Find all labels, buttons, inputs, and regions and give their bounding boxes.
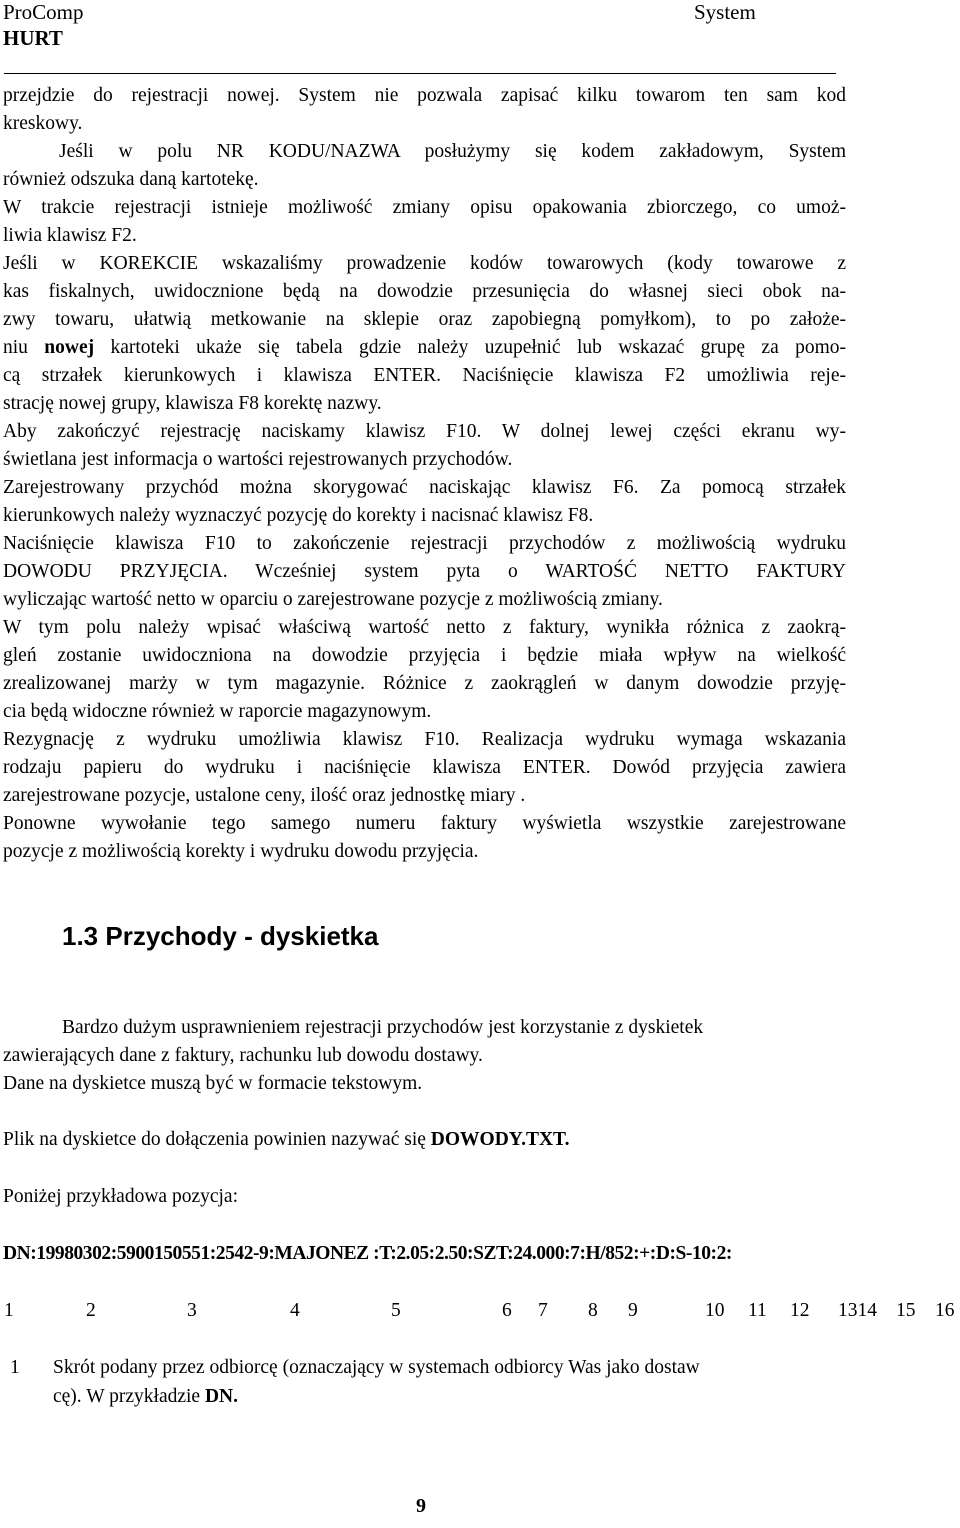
body-line: Ponowne wywołanie tego samego numeru faktury wyświetla wszystkie zarejestrowane — [3, 813, 846, 834]
field-number: 10 — [705, 1300, 725, 1321]
body-line: kas fiskalnych, uwidocznione będą na dowodzie przesunięcia do własnej sieci obok na- — [3, 281, 846, 302]
example-code: DN. — [204, 1386, 239, 1407]
header-rule — [4, 73, 836, 74]
section-line: Poniżej przykładowa pozycja: — [3, 1186, 238, 1207]
body-line: wyliczając wartość netto w oparciu o zarejestrowane pozycje z możliwością zmiany. — [3, 589, 663, 610]
body-line: zarejestrowane pozycje, ustalone ceny, ilość oraz jednostkę miary . — [3, 785, 526, 806]
body-line: Jeśli w KOREKCIE wskazaliśmy prowadzenie kodów towarowych (kody towarowe z — [3, 253, 846, 274]
header-division: HURT — [3, 26, 63, 50]
body-text: niu — [3, 337, 45, 358]
body-line: przejdzie do rejestracji nowej. System nie pozwala zapisać kilku towarom ten sam kod — [3, 85, 846, 106]
body-line: cą strzałek kierunkowych i klawisza ENTER. Naciśnięcie klawisza F2 umożliwia reje- — [3, 365, 846, 386]
body-text: cę). W przykładzie — [53, 1386, 205, 1407]
bold-word-nowej: nowej — [44, 337, 95, 358]
body-line: gleń zostanie uwidoczniona na dowodzie przyjęcia i będzie miała wpływ na wielkość — [3, 645, 846, 666]
field-number: 2 — [86, 1300, 96, 1321]
body-line: DOWODU PRZYJĘCIA. Wcześniej system pyta o WARTOŚĆ NETTO FAKTURY — [3, 561, 846, 582]
field-number: 12 — [790, 1300, 810, 1321]
body-line: W trakcie rejestracji istnieje możliwość zmiany opisu opakowania zbiorczego, co umoż- — [3, 197, 846, 218]
body-line: Naciśnięcie klawisza F10 to zakończenie rejestracji przychodów z możliwością wydruku — [3, 533, 846, 554]
field-number: 1 — [4, 1300, 14, 1321]
body-line: świetlana jest informacja o wartości rejestrowanych przychodów. — [3, 449, 513, 470]
body-line: Zarejestrowany przychód można skorygować naciskając klawisz F6. Za pomocą strzałek — [3, 477, 846, 498]
field-number: 11 — [748, 1300, 767, 1321]
body-text: kartoteki ukaże się tabela gdzie należy uzupełnić lub wskazać grupę za pomo- — [94, 337, 846, 358]
body-line: Jeśli w polu NR KODU/NAZWA posłużymy się kodem zakładowym, System — [59, 141, 846, 162]
section-line: zawierających dane z faktury, rachunku lub dowodu dostawy. — [3, 1045, 483, 1066]
file-name: DOWODY.TXT. — [430, 1129, 570, 1150]
field-number: 7 — [538, 1300, 548, 1321]
field-number: 6 — [502, 1300, 512, 1321]
example-record: DN:19980302:5900150551:2542-9:MAJONEZ :T:2.05:2.50:SZT:24.000:7:H/852:+:D:S-10:2: — [3, 1243, 732, 1264]
body-line: pozycje z możliwością korekty i wydruku dowodu przyjęcia. — [3, 841, 479, 862]
body-line: zrealizowanej marży w tym magazynie. Różnice z zaokrągleń w danym dowodzie przyję- — [3, 673, 846, 694]
body-line: zwy towaru, ułatwią metkowanie na sklepie oraz zapobiegną pomyłkom), to po założe- — [3, 309, 846, 330]
field-number: 16 — [935, 1300, 955, 1321]
field-number: 15 — [896, 1300, 916, 1321]
body-line: Rezygnację z wydruku umożliwia klawisz F10. Realizacja wydruku wymaga wskazania — [3, 729, 846, 750]
body-line — [3, 334, 846, 362]
body-line: Aby zakończyć rejestrację naciskamy klawisz F10. W dolnej lewej części ekranu wy- — [3, 421, 846, 442]
body-line: również odszuka daną kartotekę. — [3, 169, 259, 190]
header-company: ProComp — [3, 0, 84, 24]
section-line — [3, 1126, 569, 1154]
field-number: 3 — [187, 1300, 197, 1321]
body-line: cia będą widoczne również w raporcie magazynowym. — [3, 701, 432, 722]
item-text: Skrót podany przez odbiorcę (oznaczający w systemach odbiorcy Was jako dostaw — [53, 1357, 700, 1378]
field-number: 4 — [290, 1300, 300, 1321]
field-number: 9 — [628, 1300, 638, 1321]
body-line: kierunkowych należy wyznaczyć pozycję do korekty i nacisnać klawisz F8. — [3, 505, 594, 526]
body-line: rodzaju papieru do wydruku i naciśnięcie klawisza ENTER. Dowód przyjęcia zawiera — [3, 757, 846, 778]
section-heading: 1.3 Przychody - dyskietka — [62, 921, 379, 951]
body-line: kreskowy. — [3, 113, 83, 134]
page-number: 9 — [416, 1495, 426, 1517]
item-number: 1 — [10, 1357, 20, 1378]
field-number: 5 — [391, 1300, 401, 1321]
body-line: strację nowej grupy, klawisza F8 korektę nazwy. — [3, 393, 382, 414]
body-line: W tym polu należy wpisać właściwą wartość netto z faktury, wynikła różnica z zaokrą- — [3, 617, 846, 638]
section-line: Dane na dyskietce muszą być w formacie tekstowym. — [3, 1073, 423, 1094]
body-line: liwia klawisz F2. — [3, 225, 137, 246]
section-line: Bardzo dużym usprawnieniem rejestracji przychodów jest korzystanie z dyskietek — [62, 1017, 704, 1038]
body-text: Plik na dyskietce do dołączenia powinien nazywać się — [3, 1129, 431, 1150]
header-system: System — [694, 0, 756, 24]
item-text — [53, 1383, 238, 1411]
field-number: 8 — [588, 1300, 598, 1321]
field-number: 1314 — [838, 1300, 877, 1321]
